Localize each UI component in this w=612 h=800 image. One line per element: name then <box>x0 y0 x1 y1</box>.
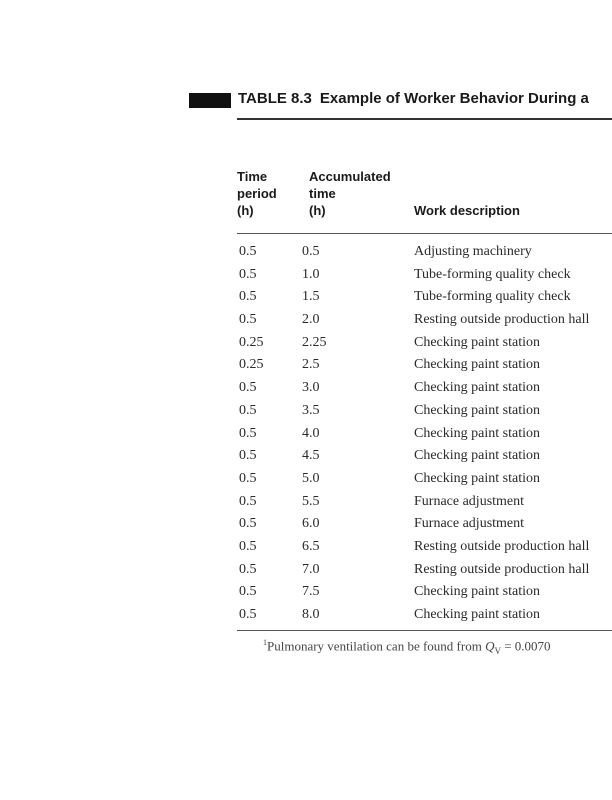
cell-work-description: Adjusting machinery <box>414 244 532 259</box>
cell-work-description: Tube-forming quality check <box>414 266 571 282</box>
cell-work-description: Resting outside production hall <box>414 312 590 328</box>
table-row <box>0 560 612 583</box>
table-row <box>0 287 612 310</box>
table-row <box>0 333 612 356</box>
table-row <box>0 355 612 378</box>
table-row <box>0 446 612 469</box>
cell-work-description: Resting outside production hall <box>414 561 590 577</box>
cell-accumulated-time: 6.5 <box>302 538 320 554</box>
cell-accumulated-time: 7.5 <box>302 584 320 600</box>
table-row <box>0 537 612 560</box>
table-row <box>0 514 612 537</box>
cell-time-period: 0.5 <box>239 538 257 554</box>
cell-work-description: Checking paint station <box>414 470 540 486</box>
table-title <box>238 90 589 107</box>
cell-time-period: 0.5 <box>239 584 257 600</box>
table-body <box>0 242 612 628</box>
cell-time-period: 0.5 <box>239 312 257 328</box>
table-row <box>0 265 612 288</box>
cell-accumulated-time: 0.5 <box>302 244 320 259</box>
cell-time-period: 0.5 <box>239 607 257 622</box>
cell-accumulated-time: 1.0 <box>302 266 320 282</box>
cell-accumulated-time: 4.5 <box>302 448 320 464</box>
cell-time-period: 0.5 <box>239 266 257 282</box>
table-number: TABLE 8.3 <box>238 90 312 107</box>
cell-time-period: 0.5 <box>239 425 257 441</box>
cell-accumulated-time: 6.0 <box>302 516 320 532</box>
table-row <box>0 378 612 401</box>
cell-accumulated-time: 2.25 <box>302 334 327 350</box>
cell-work-description: Checking paint station <box>414 334 540 350</box>
cell-work-description: Checking paint station <box>414 425 540 441</box>
header-work-description: Work description <box>414 203 520 218</box>
cell-work-description: Checking paint station <box>414 357 540 373</box>
cell-work-description: Resting outside production hall <box>414 538 590 554</box>
table-row <box>0 605 612 628</box>
cell-accumulated-time: 1.5 <box>302 289 320 305</box>
cell-accumulated-time: 8.0 <box>302 607 320 622</box>
bottom-rule <box>237 630 612 631</box>
cell-accumulated-time: 5.5 <box>302 493 320 509</box>
cell-accumulated-time: 2.5 <box>302 357 320 373</box>
table-row <box>0 242 612 265</box>
cell-time-period: 0.5 <box>239 448 257 464</box>
cell-time-period: 0.5 <box>239 402 257 418</box>
cell-work-description: Furnace adjustment <box>414 516 525 532</box>
cell-work-description: Checking paint station <box>414 380 540 396</box>
cell-time-period: 0.5 <box>239 470 257 486</box>
cell-work-description: Checking paint station <box>414 607 540 622</box>
table-row <box>0 469 612 492</box>
table-row <box>0 492 612 515</box>
cell-work-description: Furnace adjustment <box>414 493 525 509</box>
cell-accumulated-time: 7.0 <box>302 561 320 577</box>
cell-accumulated-time: 3.5 <box>302 402 320 418</box>
cell-work-description: Tube-forming quality check <box>414 289 571 305</box>
cell-time-period: 0.5 <box>239 561 257 577</box>
table-row <box>0 582 612 605</box>
cell-time-period: 0.5 <box>239 493 257 509</box>
cell-accumulated-time: 3.0 <box>302 380 320 396</box>
cell-work-description: Checking paint station <box>414 402 540 418</box>
header-rule <box>237 233 612 234</box>
cell-accumulated-time: 2.0 <box>302 312 320 328</box>
cell-time-period: 0.25 <box>239 334 264 350</box>
table-title-marker <box>189 93 231 108</box>
table-row <box>0 401 612 424</box>
cell-time-period: 0.5 <box>239 289 257 305</box>
cell-accumulated-time: 4.0 <box>302 425 320 441</box>
header-accumulated-time: Accumulated time (h) <box>309 169 391 218</box>
top-rule <box>237 118 612 120</box>
footnote: $^1$Pulmonary ventilation can be found from $Q_V = 0.0070$ <box>263 638 551 656</box>
cell-accumulated-time: 5.0 <box>302 470 320 486</box>
table-row <box>0 424 612 447</box>
cell-time-period: 0.5 <box>239 380 257 396</box>
cell-time-period: 0.25 <box>239 357 264 373</box>
cell-time-period: 0.5 <box>239 516 257 532</box>
header-time-period: Time period (h) <box>237 169 277 218</box>
table-row <box>0 310 612 333</box>
table-caption: Example of Worker Behavior During a <box>319 90 589 107</box>
cell-work-description: Checking paint station <box>414 584 540 600</box>
cell-work-description: Checking paint station <box>414 448 540 464</box>
cell-time-period: 0.5 <box>239 244 257 259</box>
